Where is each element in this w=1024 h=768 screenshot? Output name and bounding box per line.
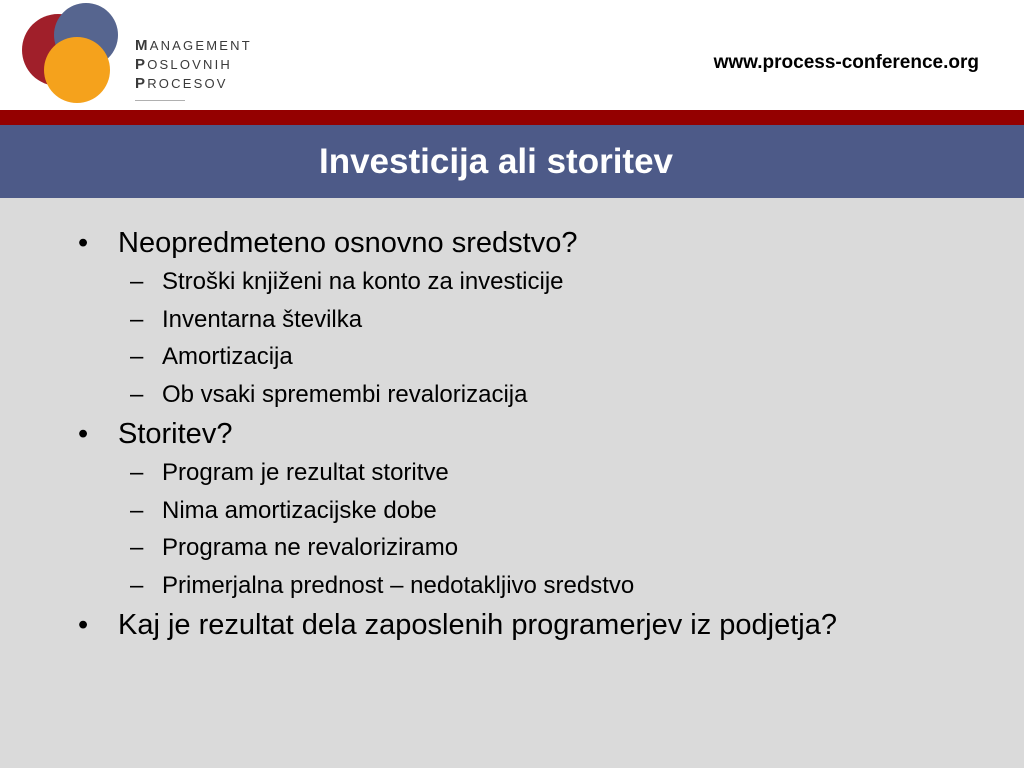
sub-item	[78, 376, 978, 414]
sub-item	[78, 529, 978, 567]
bullet-item	[78, 608, 978, 642]
logo-underline	[135, 97, 185, 101]
conference-url[interactable]: www.process-conference.org	[713, 52, 979, 73]
sub-item	[78, 301, 978, 339]
logo-line-2: POSLOVNIH	[135, 56, 233, 73]
slide-content	[78, 226, 978, 642]
red-divider-bar	[0, 110, 1024, 125]
bullet-item	[78, 417, 978, 451]
sub-text: Programa ne revaloriziramo	[162, 534, 459, 561]
bullet-item	[78, 226, 978, 260]
logo-wordmark	[135, 36, 252, 93]
bullet-text: Neopredmeteno osnovno sredstvo?	[118, 227, 578, 259]
sub-text: Amortizacija	[162, 343, 293, 370]
dash-mark: –	[130, 268, 144, 295]
sub-item	[78, 263, 978, 301]
bullet-mark: •	[78, 609, 89, 641]
conference-logo-icon	[20, 2, 130, 106]
dash-mark: –	[130, 534, 144, 561]
sub-list	[78, 263, 978, 413]
sub-list	[78, 454, 978, 604]
sub-item	[78, 492, 978, 530]
slide-title: Investicija ali storitev	[318, 141, 674, 181]
sub-text: Primerjalna prednost – nedotakljivo sredstvo	[162, 571, 635, 599]
bullet-mark: •	[78, 418, 89, 450]
bullet-text: Storitev?	[118, 418, 233, 450]
title-bar	[0, 125, 1024, 198]
dash-mark: –	[130, 496, 144, 524]
slide-header	[0, 0, 1024, 110]
sub-text: Stroški knjiženi na konto za investicije	[162, 268, 564, 295]
dash-mark: –	[130, 459, 144, 486]
sub-text: Nima amortizacijske dobe	[162, 496, 437, 524]
bullet-mark: •	[78, 227, 89, 259]
logo-line-3: PROCESOV	[135, 75, 228, 92]
sub-item	[78, 338, 978, 376]
bullet-text: Kaj je rezultat dela zaposlenih programerjev iz podjetja?	[118, 609, 837, 641]
dash-mark: –	[130, 380, 144, 408]
logo-line-1: MANAGEMENT	[135, 37, 252, 54]
dash-mark: –	[130, 305, 144, 333]
sub-item	[78, 454, 978, 492]
sub-item	[78, 567, 978, 605]
dash-mark: –	[130, 343, 144, 370]
dash-mark: –	[130, 571, 144, 599]
sub-text: Inventarna številka	[162, 305, 363, 333]
sub-text: Program je rezultat storitve	[162, 459, 449, 486]
sub-text: Ob vsaki spremembi revalorizacija	[162, 380, 528, 408]
